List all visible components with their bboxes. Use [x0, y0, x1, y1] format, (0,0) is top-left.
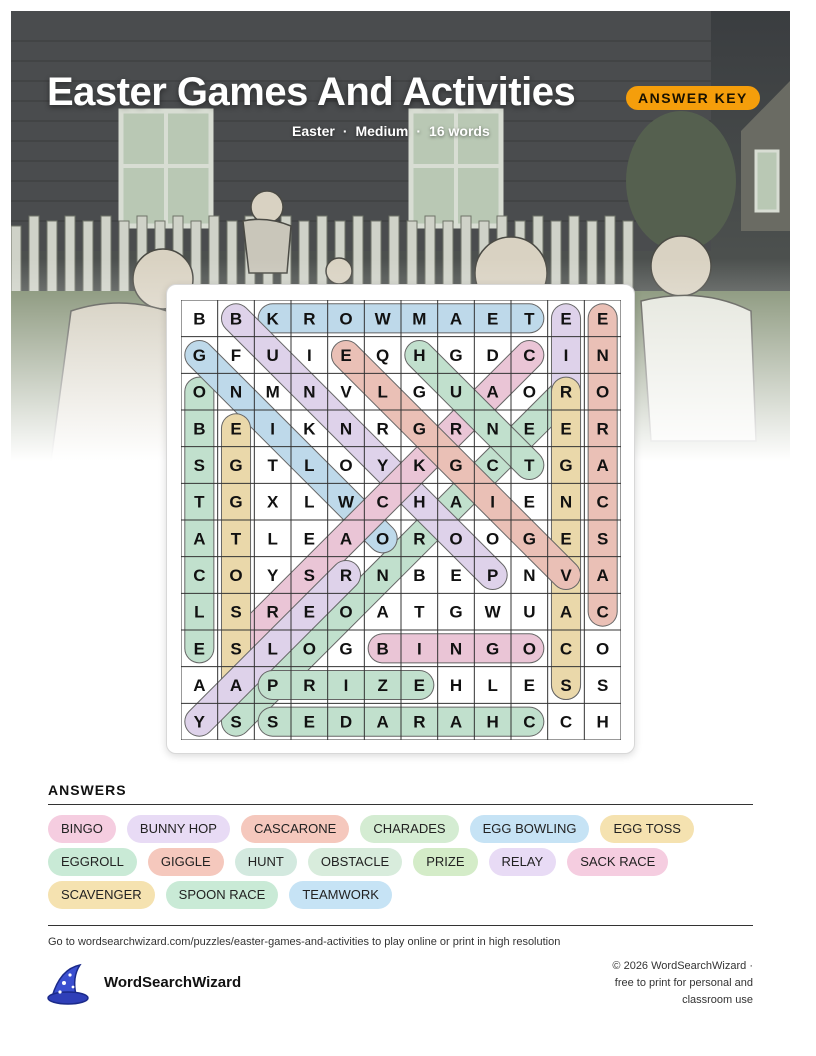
grid-letter[interactable]: A [193, 529, 206, 549]
grid-letter[interactable]: K [413, 456, 426, 475]
grid-letter[interactable]: Y [266, 566, 279, 585]
grid-letter[interactable]: R [376, 419, 389, 439]
grid-letter[interactable]: G [559, 456, 573, 475]
grid-letter[interactable]: O [376, 529, 390, 549]
grid-letter[interactable]: G [229, 492, 243, 512]
answer-chip-prize: PRIZE [413, 848, 477, 876]
answer-chip-egg-bowling: EGG BOWLING [470, 815, 590, 843]
grid-letter[interactable]: A [449, 492, 463, 512]
answer-chip-giggle: GIGGLE [148, 848, 224, 876]
grid-letter[interactable]: U [523, 602, 536, 622]
grid-letter[interactable]: O [486, 529, 500, 549]
grid-letter[interactable]: G [412, 419, 426, 439]
grid-letter[interactable]: E [523, 492, 536, 512]
wizard-hat-icon [46, 963, 92, 1010]
grid-letter[interactable]: A [376, 712, 389, 732]
grid-letter[interactable]: N [449, 639, 463, 659]
page-title: Easter Games And Activities [47, 70, 576, 114]
grid-letter[interactable]: L [304, 456, 315, 475]
grid-letter[interactable]: T [524, 456, 535, 475]
copyright-text [560, 958, 753, 1009]
grid-letter[interactable]: H [449, 676, 463, 695]
grid-letter[interactable]: R [266, 602, 279, 622]
grid-letter[interactable]: B [413, 566, 426, 585]
copyright-line: free to print for personal and [614, 977, 753, 989]
grid-letter[interactable]: P [486, 566, 499, 585]
grid-letter[interactable]: C [523, 346, 536, 365]
grid-letter[interactable]: I [270, 419, 276, 439]
grid-letter[interactable]: S [596, 676, 609, 695]
grid-letter[interactable]: B [193, 309, 206, 329]
grid-letter[interactable]: L [194, 602, 205, 622]
answer-chip-obstacle: OBSTACLE [308, 848, 402, 876]
grid-letter[interactable]: R [596, 419, 609, 439]
grid-letter[interactable]: E [523, 419, 536, 439]
grid-letter[interactable]: S [303, 566, 316, 585]
grid-letter[interactable]: A [486, 382, 499, 402]
grid-letter[interactable]: B [229, 309, 243, 329]
grid-letter[interactable]: C [523, 712, 536, 732]
grid-letter[interactable]: G [449, 456, 463, 475]
answers-list [48, 815, 758, 909]
grid-letter[interactable]: W [337, 492, 355, 512]
grid-letter[interactable]: I [490, 492, 496, 512]
grid-letter[interactable]: E [230, 419, 242, 439]
grid-letter[interactable]: I [416, 639, 422, 659]
grid-letter[interactable]: E [560, 419, 572, 439]
grid-letter[interactable]: H [486, 712, 499, 732]
grid-letter[interactable]: O [229, 566, 243, 585]
grid-letter[interactable]: R [449, 419, 463, 439]
grid-letter[interactable]: E [450, 566, 462, 585]
grid-letter[interactable]: T [230, 529, 242, 549]
grid-letter[interactable]: G [192, 346, 206, 365]
grid-letter[interactable]: W [484, 602, 501, 622]
grid-letter[interactable]: R [303, 676, 316, 695]
grid-letter[interactable]: V [560, 566, 572, 585]
grid-letter[interactable]: A [596, 566, 609, 585]
grid-letter[interactable]: B [193, 419, 206, 439]
brand-name: WordSearchWizard [104, 974, 242, 991]
grid-letter[interactable]: O [449, 529, 463, 549]
grid-letter[interactable]: A [193, 676, 206, 695]
grid-letter[interactable]: N [486, 419, 499, 439]
grid-letter[interactable]: L [267, 639, 278, 659]
grid-letter[interactable]: A [559, 602, 573, 622]
grid-letter[interactable]: C [486, 456, 499, 475]
grid-letter[interactable]: O [339, 309, 353, 329]
grid-letter[interactable]: U [449, 382, 463, 402]
grid-letter[interactable]: S [230, 602, 242, 622]
grid-letter[interactable]: S [596, 529, 609, 549]
grid-letter[interactable]: I [343, 676, 349, 695]
answer-chip-sack-race: SACK RACE [567, 848, 668, 876]
grid-letter[interactable]: T [414, 602, 425, 622]
grid-letter[interactable]: W [374, 309, 391, 329]
grid-letter[interactable]: I [306, 346, 312, 365]
grid-letter[interactable]: Y [376, 456, 389, 475]
grid-letter[interactable]: H [596, 712, 609, 732]
grid-letter[interactable]: N [229, 382, 243, 402]
grid-letter[interactable]: K [266, 309, 279, 329]
meta-separator: · [416, 123, 422, 139]
answer-chip-egg-toss: EGG TOSS [600, 815, 693, 843]
grid-letter[interactable]: R [413, 712, 426, 732]
grid-letter[interactable]: E [560, 309, 572, 329]
grid-letter[interactable]: Y [193, 712, 206, 732]
grid-letter[interactable]: C [559, 712, 573, 732]
meta-separator: · [342, 123, 348, 139]
grid-letter[interactable]: O [596, 639, 610, 659]
grid-letter[interactable]: L [377, 382, 388, 402]
grid-letter[interactable]: P [266, 676, 279, 695]
grid-letter[interactable]: H [413, 492, 426, 512]
grid-letter[interactable]: G [412, 382, 426, 402]
grid-letter[interactable]: N [523, 566, 536, 585]
answers-heading: ANSWERS [48, 782, 127, 798]
grid-letter[interactable]: A [449, 309, 463, 329]
play-online-link[interactable]: Go to wordsearchwizard.com/puzzles/easter-games-and-activities to play online or print in high resolution [48, 936, 561, 948]
grid-letter[interactable]: L [487, 676, 498, 695]
grid-letter[interactable]: T [524, 309, 535, 329]
grid-letter[interactable]: C [596, 492, 609, 512]
grid-letter[interactable]: M [265, 382, 280, 402]
grid-letter[interactable]: O [522, 639, 536, 659]
grid-letter[interactable]: U [266, 346, 279, 365]
grid-letter[interactable]: E [303, 602, 316, 622]
copyright-line: classroom use [682, 994, 753, 1006]
answer-chip-eggroll: EGGROLL [48, 848, 137, 876]
answer-chip-spoon-race: SPOON RACE [166, 881, 279, 909]
grid-letter[interactable]: G [486, 639, 500, 659]
puzzle-meta [292, 123, 490, 139]
grid-letter[interactable]: G [229, 456, 243, 475]
grid-letter[interactable]: N [559, 492, 573, 512]
grid-letter[interactable]: E [596, 309, 609, 329]
grid-letter[interactable]: V [340, 382, 352, 402]
grid-letter[interactable]: T [194, 492, 205, 512]
grid-letter[interactable]: T [267, 456, 278, 475]
grid-letter[interactable]: L [304, 492, 315, 512]
grid-letter[interactable]: N [376, 566, 389, 585]
grid-letter[interactable]: O [192, 382, 206, 402]
grid-letter[interactable]: X [266, 492, 279, 512]
grid-letter[interactable]: G [339, 639, 353, 659]
grid-letter[interactable]: E [340, 346, 352, 365]
grid-letter[interactable]: N [596, 346, 609, 365]
grid-letter[interactable]: S [230, 639, 242, 659]
grid-letter[interactable]: C [596, 602, 609, 622]
grid-letter[interactable]: S [230, 712, 242, 732]
grid-letter[interactable]: R [413, 529, 426, 549]
grid-letter[interactable]: O [596, 382, 610, 402]
grid-letter[interactable]: Q [376, 346, 390, 365]
answer-chip-cascarone: CASCARONE [241, 815, 349, 843]
word-count-label: 16 words [429, 123, 490, 139]
grid-letter[interactable]: G [449, 346, 463, 365]
word-search-grid [181, 300, 621, 740]
answer-chip-bunny-hop: BUNNY HOP [127, 815, 230, 843]
answer-chip-scavenger: SCAVENGER [48, 881, 155, 909]
grid-letter[interactable]: E [413, 676, 426, 695]
grid-letter[interactable]: E [193, 639, 206, 659]
grid-letter[interactable]: O [302, 639, 316, 659]
grid-letter[interactable]: E [523, 676, 536, 695]
grid-letter[interactable]: O [522, 382, 536, 402]
grid-letter[interactable]: E [303, 712, 316, 732]
grid-letter[interactable]: R [559, 382, 573, 402]
grid-letter[interactable]: E [303, 529, 316, 549]
grid-letter[interactable]: S [266, 712, 279, 732]
answer-chip-relay: RELAY [489, 848, 557, 876]
category-label: Easter [292, 123, 335, 139]
grid-letter[interactable]: B [376, 639, 389, 659]
grid-letter[interactable]: L [267, 529, 278, 549]
answers-divider [48, 804, 753, 805]
grid-letter[interactable]: D [339, 712, 353, 732]
grid-letter[interactable]: S [560, 676, 572, 695]
grid-letter[interactable]: A [339, 529, 353, 549]
grid-letter[interactable]: O [339, 456, 353, 475]
grid-letter[interactable]: E [486, 309, 499, 329]
grid-letter[interactable]: E [560, 529, 572, 549]
grid-letter[interactable]: S [193, 456, 206, 475]
grid-letter[interactable]: D [486, 346, 499, 365]
answer-chip-hunt: HUNT [235, 848, 297, 876]
footer-divider [48, 925, 753, 926]
answer-chip-charades: CHARADES [360, 815, 458, 843]
grid-letter[interactable]: F [230, 346, 242, 365]
grid-letter[interactable]: I [563, 346, 569, 365]
grid-letter[interactable]: A [376, 602, 389, 622]
grid-letter[interactable]: R [303, 309, 316, 329]
grid-letter[interactable]: N [303, 382, 316, 402]
answer-chip-bingo: BINGO [48, 815, 116, 843]
grid-letter[interactable]: O [339, 602, 353, 622]
grid-letter[interactable]: K [303, 419, 316, 439]
grid-letter[interactable]: C [376, 492, 389, 512]
grid-letter[interactable]: Z [377, 676, 388, 695]
grid-letter[interactable]: H [413, 346, 426, 365]
copyright-line: © 2026 WordSearchWizard · [612, 960, 753, 972]
answer-chip-teamwork: TEAMWORK [289, 881, 392, 909]
grid-letter[interactable]: A [229, 676, 243, 695]
grid-letter[interactable]: C [559, 639, 573, 659]
grid-letter[interactable]: G [449, 602, 463, 622]
difficulty-label: Medium [355, 123, 409, 139]
grid-letter[interactable]: C [193, 566, 206, 585]
answer-key-badge: ANSWER KEY [626, 86, 760, 110]
grid-letter[interactable]: N [339, 419, 353, 439]
grid-letter[interactable]: G [522, 529, 536, 549]
grid-letter[interactable]: A [449, 712, 463, 732]
grid-letter[interactable]: M [412, 309, 427, 329]
grid-letter[interactable]: R [339, 566, 353, 585]
grid-letter[interactable]: A [596, 456, 609, 475]
